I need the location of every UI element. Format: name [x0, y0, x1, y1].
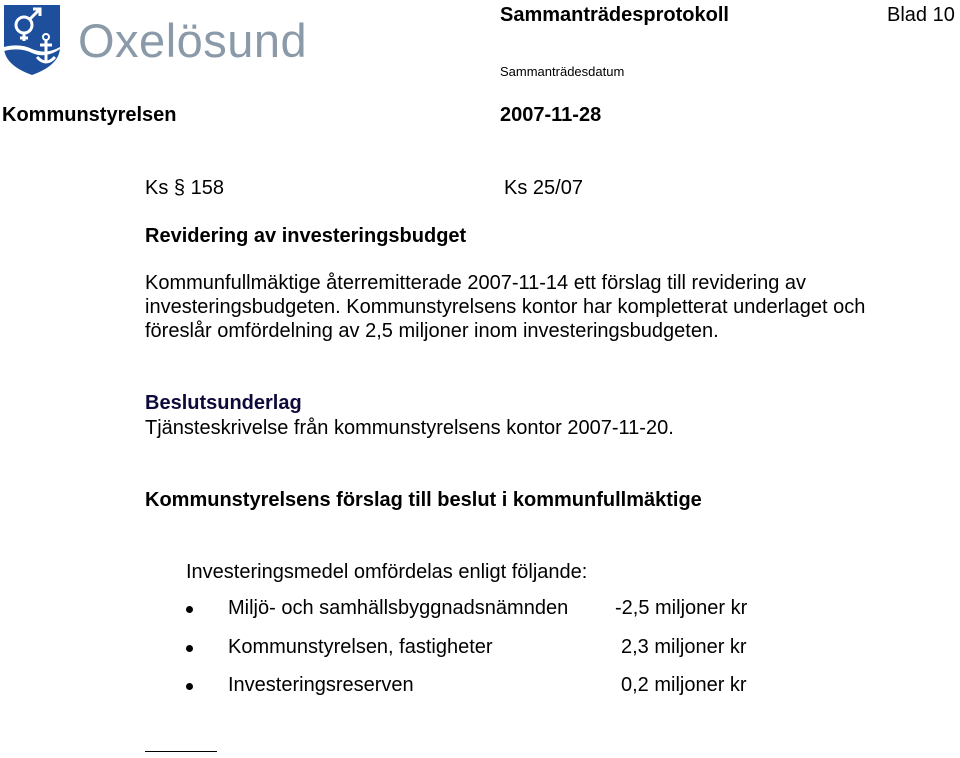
- list-item-label: Miljö- och samhällsbyggnadsnämnden: [228, 597, 569, 619]
- paragraph-line: investeringsbudgeten. Kommunstyrelsens kontor har kompletterat underlaget och: [145, 296, 866, 318]
- paragraph-line: Kommunfullmäktige återremitterade 2007-11-14 ett förslag till revidering av: [145, 272, 807, 294]
- footnote-divider: [145, 751, 217, 752]
- list-item: [0, 674, 960, 698]
- meeting-date-label: Sammanträdesdatum: [500, 64, 625, 79]
- list-item: [0, 597, 960, 621]
- bullet-icon: [186, 645, 193, 652]
- document-type-title: Sammanträdesprotokoll: [500, 4, 729, 26]
- logo-wordmark: Oxelösund: [78, 14, 308, 67]
- allocation-intro: Investeringsmedel omfördelas enligt följande:: [186, 561, 588, 583]
- case-reference-number: Ks 25/07: [504, 177, 583, 199]
- proposal-heading: Kommunstyrelsens förslag till beslut i kommunfullmäktige: [145, 489, 702, 511]
- bullet-icon: [186, 683, 193, 690]
- decision-basis-text: Tjänsteskrivelse från kommunstyrelsens kontor 2007-11-20.: [145, 417, 674, 439]
- page-number: Blad 10: [887, 4, 955, 26]
- list-item-amount: 2,3 miljoner kr: [621, 636, 747, 658]
- list-item-amount: 0,2 miljoner kr: [621, 674, 747, 696]
- list-item-label: Kommunstyrelsen, fastigheter: [228, 636, 493, 658]
- organization-name: Kommunstyrelsen: [2, 104, 177, 126]
- body-paragraph: [145, 271, 935, 343]
- bullet-icon: [186, 606, 193, 613]
- paragraph-line: föreslår omfördelning av 2,5 miljoner inom investeringsbudgeten.: [145, 320, 719, 342]
- case-paragraph-number: Ks § 158: [145, 177, 224, 199]
- section-title: Revidering av investeringsbudget: [145, 225, 467, 247]
- meeting-date: 2007-11-28: [500, 104, 602, 126]
- list-item-label: Investeringsreserven: [228, 674, 414, 696]
- decision-basis-heading: Beslutsunderlag: [145, 392, 302, 414]
- list-item-amount: -2,5 miljoner kr: [615, 597, 748, 619]
- list-item: [0, 636, 960, 660]
- municipal-crest-anchor-icon: [2, 3, 62, 77]
